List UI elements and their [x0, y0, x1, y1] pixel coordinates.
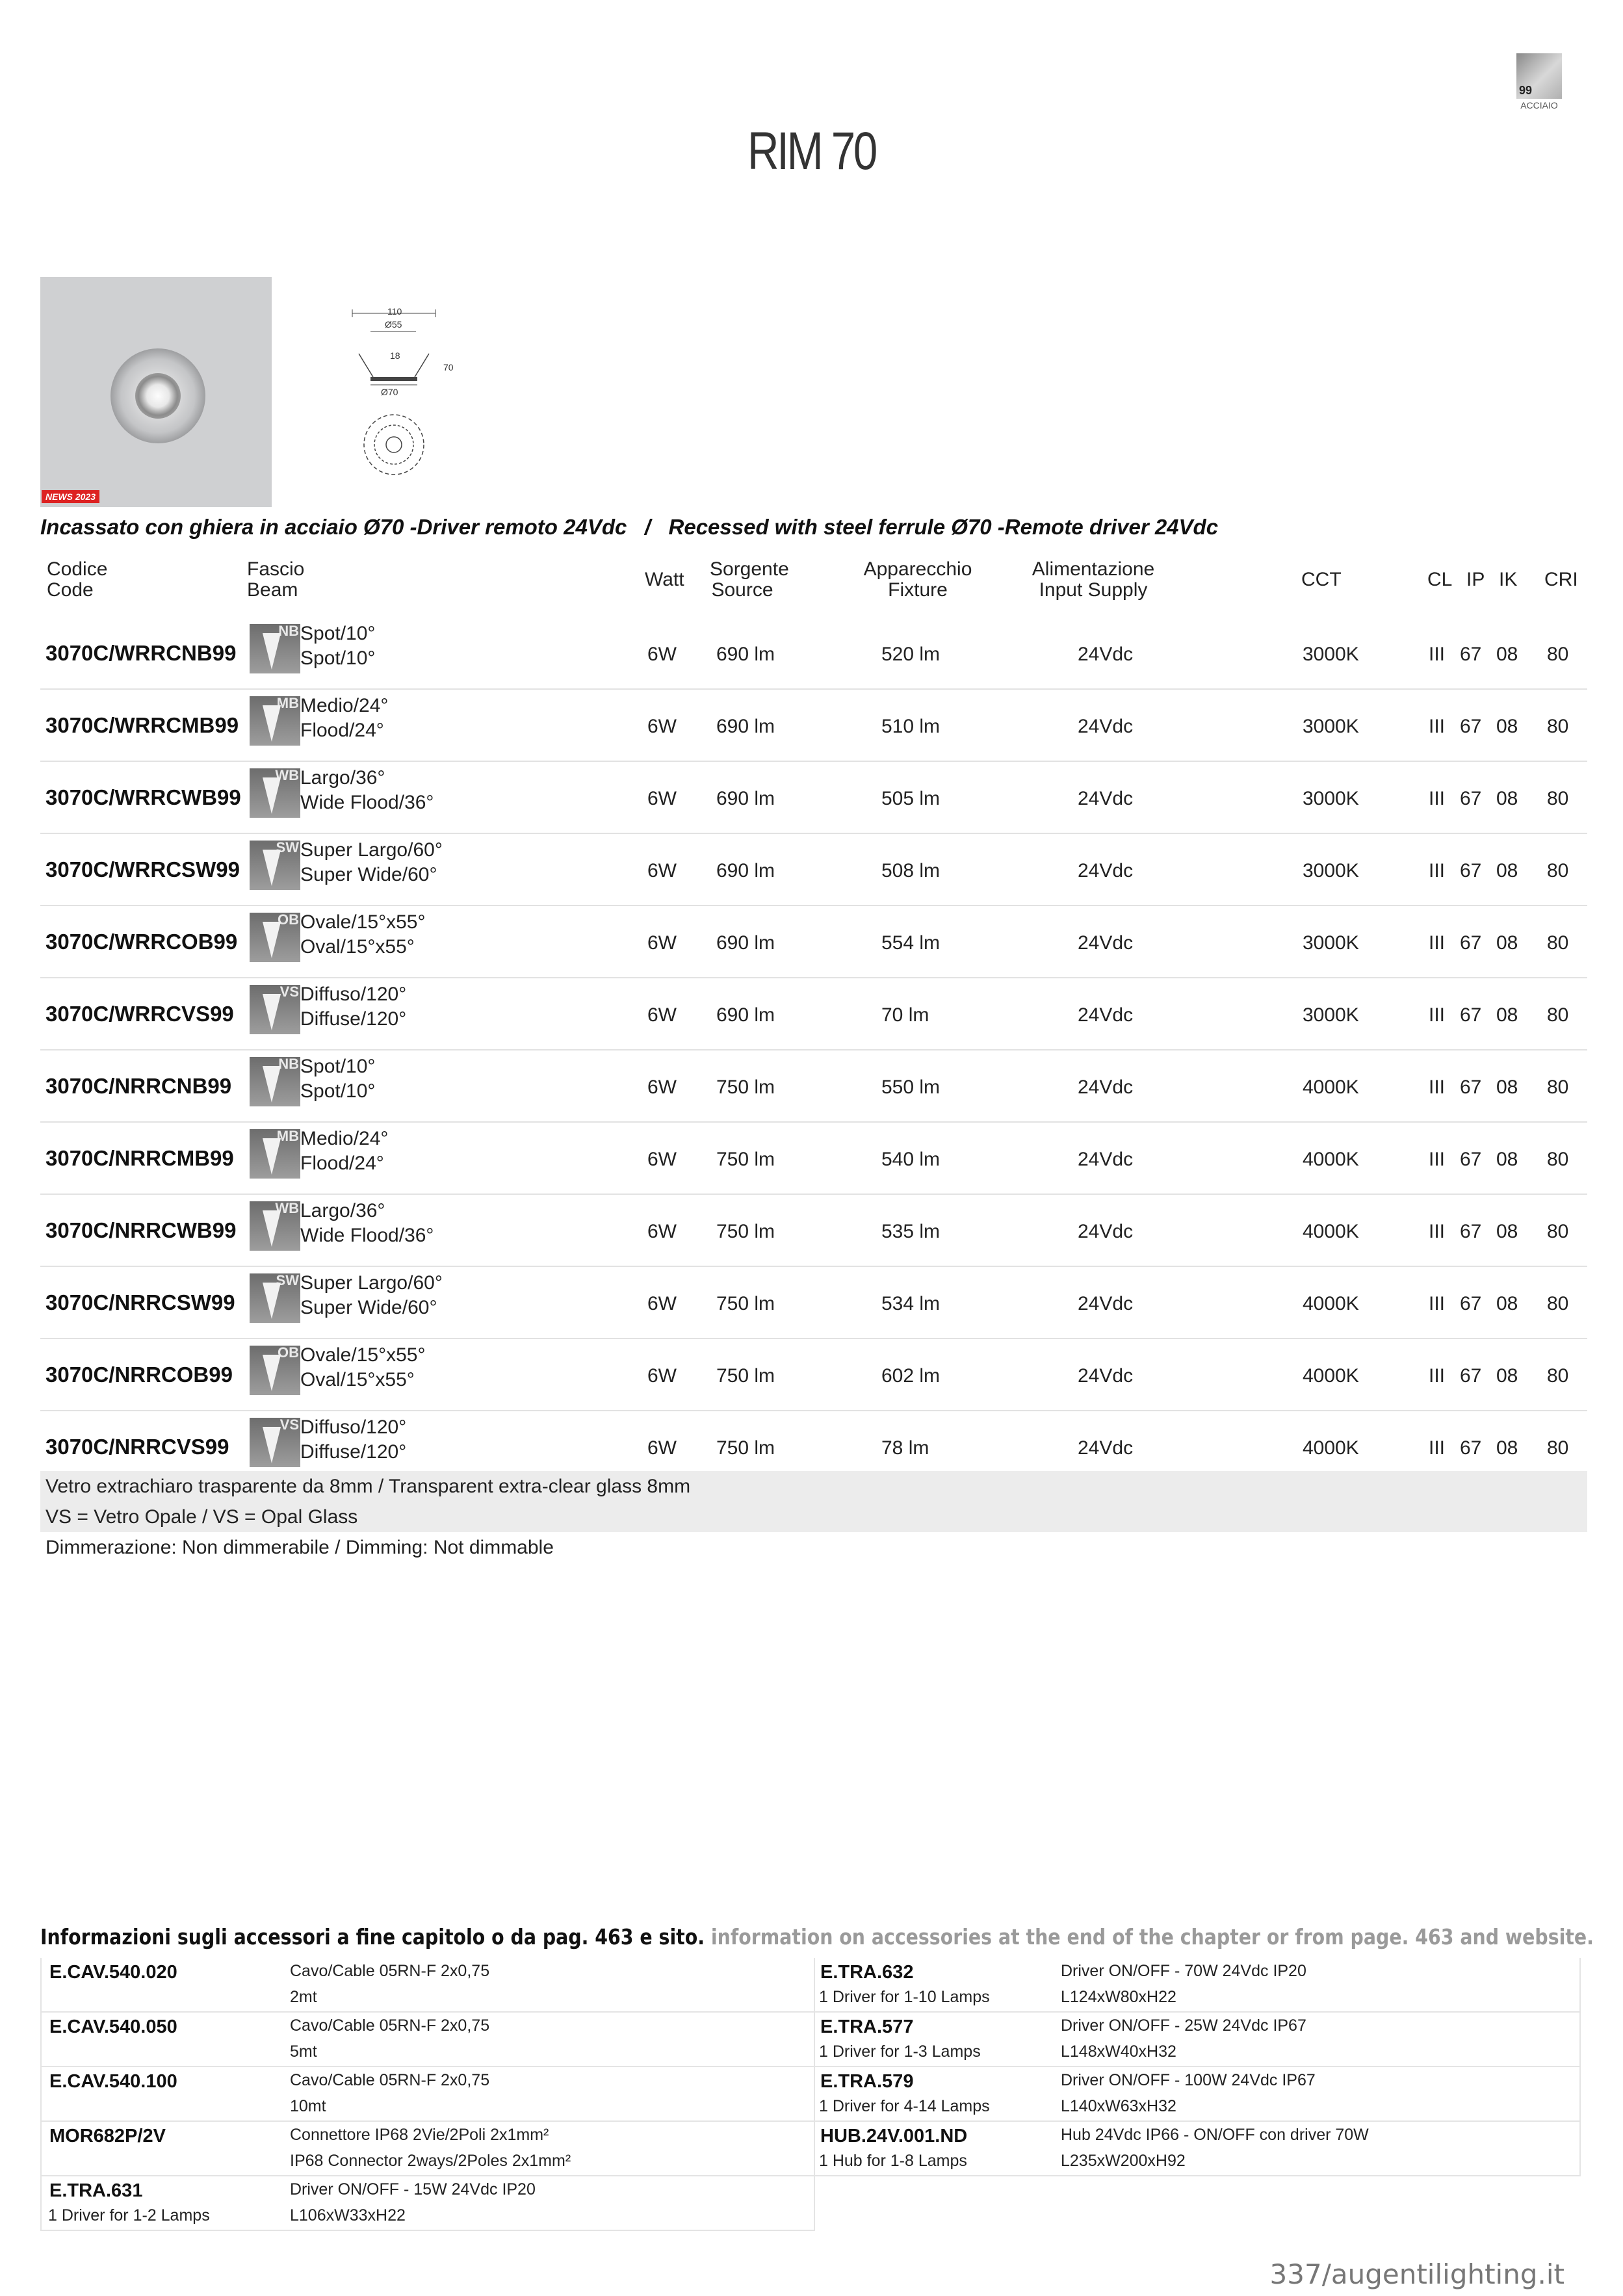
accessory-desc: Driver ON/OFF - 70W 24Vdc IP20: [1061, 1962, 1306, 1980]
note-glass: Vetro extrachiaro trasparente da 8mm / Transparent extra-clear glass 8mm: [40, 1471, 1587, 1502]
beam-en: Wide Flood/36°: [300, 792, 434, 813]
header-cct: CCT: [1301, 569, 1342, 590]
beam-en: Wide Flood/36°: [300, 1225, 434, 1246]
accessory-code: E.TRA.632: [820, 1962, 914, 1983]
beam-cone: [263, 1355, 281, 1391]
class: III: [1429, 1149, 1446, 1170]
page-title: RIM 70: [747, 122, 876, 181]
beam-icon: [250, 841, 300, 890]
beam-tag: VS: [279, 1416, 299, 1433]
watt: 6W: [647, 1293, 677, 1314]
beam-tag: MB: [276, 695, 299, 711]
fixture-lumen: 602 lm: [881, 1365, 941, 1387]
fixture-lumen: 70 lm: [881, 1004, 929, 1026]
table-header: [40, 553, 1587, 618]
header-ip: IP: [1466, 569, 1485, 590]
header-apparecchio: Apparecchio: [863, 558, 972, 580]
cct: 4000K: [1303, 1293, 1359, 1314]
watt: 6W: [647, 1221, 677, 1242]
header-code: Code: [47, 579, 94, 601]
product-photo: [40, 277, 272, 507]
input-supply: 24Vdc: [1078, 1004, 1134, 1026]
fixture-lumen: 535 lm: [881, 1221, 941, 1242]
watt: 6W: [647, 1149, 677, 1170]
cri: 80: [1547, 1004, 1569, 1026]
beam-it: Medio/24°: [300, 695, 389, 716]
product-code: 3070C/WRRCOB99: [45, 930, 238, 954]
cri: 80: [1547, 860, 1569, 881]
header-beam: Beam: [247, 579, 298, 601]
accessory-item: [812, 1958, 1579, 2013]
accessories-title-it: Informazioni sugli accessori a fine capitolo o da pag. 463 e sito.: [40, 1924, 705, 1950]
beam-text: [300, 766, 434, 815]
beam-tag: SW: [276, 839, 299, 855]
table-row: [40, 1339, 1587, 1411]
ik-rating: 08: [1496, 860, 1518, 881]
beam-en: Diffuse/120°: [300, 1008, 407, 1030]
input-supply: 24Vdc: [1078, 1149, 1134, 1170]
fixture-lumen: 78 lm: [881, 1437, 929, 1459]
accessories-title: [40, 1924, 1594, 1950]
accessory-desc: Cavo/Cable 05RN-F 2x0,75: [290, 1962, 490, 1980]
drawing-dim-top: 110: [387, 306, 402, 317]
fixture-lumen: 520 lm: [881, 644, 941, 665]
product-code: 3070C/NRRCWB99: [45, 1218, 237, 1242]
cri: 80: [1547, 1076, 1569, 1098]
beam-it: Diffuso/120°: [300, 1416, 407, 1438]
drawing-dim-height: 70: [443, 362, 454, 372]
ip-rating: 67: [1460, 1221, 1482, 1242]
beam-icon: [250, 1418, 300, 1467]
ip-rating: 67: [1460, 1076, 1482, 1098]
lens: [135, 373, 181, 419]
beam-it: Diffuso/120°: [300, 984, 407, 1005]
header-fascio: Fascio: [247, 558, 305, 580]
class: III: [1429, 1076, 1446, 1098]
ik-rating: 08: [1496, 932, 1518, 954]
beam-tag: OB: [278, 911, 299, 928]
beam-tag: VS: [279, 984, 299, 1000]
input-supply: 24Vdc: [1078, 860, 1134, 881]
page-footer: 337/augentilighting.it: [1269, 2258, 1565, 2290]
accessory-code: E.TRA.577: [820, 2016, 914, 2037]
beam-icon: [250, 768, 300, 818]
accessory-sub: 1 Hub for 1-8 Lamps: [819, 2152, 967, 2170]
beam-icon: [250, 624, 300, 673]
cri: 80: [1547, 1293, 1569, 1314]
table-row: [40, 1123, 1587, 1195]
cct: 4000K: [1303, 1221, 1359, 1242]
table-row: [40, 762, 1587, 834]
fixture-lumen: 534 lm: [881, 1293, 941, 1314]
product-code: 3070C/WRRCNB99: [45, 641, 237, 665]
header-watt: Watt: [645, 569, 684, 590]
table-row: [40, 690, 1587, 762]
class: III: [1429, 932, 1446, 954]
beam-text: [300, 1199, 434, 1248]
cct: 3000K: [1303, 860, 1359, 881]
class: III: [1429, 716, 1446, 737]
ip-rating: 67: [1460, 932, 1482, 954]
cri: 80: [1547, 644, 1569, 665]
accessory-detail: L148xW40xH32: [1061, 2042, 1176, 2061]
watt: 6W: [647, 1437, 677, 1459]
accessory-item: [812, 2122, 1579, 2176]
header-fixture: Fixture: [888, 579, 948, 601]
accessory-code: E.CAV.540.020: [49, 1962, 177, 1983]
beam-en: Super Wide/60°: [300, 864, 437, 885]
cct: 4000K: [1303, 1076, 1359, 1098]
source-lumen: 690 lm: [716, 1004, 775, 1026]
cct: 4000K: [1303, 1365, 1359, 1387]
beam-tag: NB: [278, 623, 299, 639]
product-code: 3070C/NRRCVS99: [45, 1435, 229, 1459]
fixture-lumen: 510 lm: [881, 716, 941, 737]
source-lumen: 750 lm: [716, 1437, 775, 1459]
product-code: 3070C/NRRCMB99: [45, 1146, 234, 1170]
source-lumen: 690 lm: [716, 788, 775, 809]
accessory-code: MOR682P/2V: [49, 2126, 166, 2146]
accessory-sub: 1 Driver for 4-14 Lamps: [819, 2097, 990, 2115]
accessory-item: [42, 2122, 814, 2176]
accessory-desc: Driver ON/OFF - 15W 24Vdc IP20: [290, 2180, 536, 2198]
accessory-desc: Hub 24Vdc IP66 - ON/OFF con driver 70W: [1061, 2126, 1369, 2144]
beam-en: Spot/10°: [300, 1080, 376, 1102]
cri: 80: [1547, 1365, 1569, 1387]
source-lumen: 690 lm: [716, 716, 775, 737]
accessory-item: [812, 2013, 1579, 2067]
source-lumen: 750 lm: [716, 1293, 775, 1314]
ik-rating: 08: [1496, 644, 1518, 665]
input-supply: 24Vdc: [1078, 1365, 1134, 1387]
beam-tag: NB: [278, 1056, 299, 1072]
beam-cone: [263, 777, 281, 814]
cct: 3000K: [1303, 1004, 1359, 1026]
accessory-desc: Connettore IP68 2Vie/2Poli 2x1mm²: [290, 2126, 549, 2144]
fixture-lumen: 540 lm: [881, 1149, 941, 1170]
source-lumen: 750 lm: [716, 1221, 775, 1242]
accessory-code: HUB.24V.001.ND: [820, 2126, 968, 2146]
accessory-desc: Cavo/Cable 05RN-F 2x0,75: [290, 2071, 490, 2089]
beam-en: Diffuse/120°: [300, 1441, 407, 1463]
ip-rating: 67: [1460, 1365, 1482, 1387]
ik-rating: 08: [1496, 1437, 1518, 1459]
header-cri: CRI: [1544, 569, 1578, 590]
beam-cone: [263, 633, 281, 670]
accessories-left: [40, 1958, 815, 2231]
watt: 6W: [647, 1365, 677, 1387]
accessory-detail: L106xW33xH22: [290, 2206, 406, 2224]
input-supply: 24Vdc: [1078, 788, 1134, 809]
beam-cone: [263, 1427, 281, 1463]
ip-rating: 67: [1460, 716, 1482, 737]
class: III: [1429, 1221, 1446, 1242]
beam-text: [300, 621, 375, 671]
ip-rating: 67: [1460, 788, 1482, 809]
cct: 3000K: [1303, 644, 1359, 665]
beam-it: Super Largo/60°: [300, 839, 443, 861]
note-opal: VS = Vetro Opale / VS = Opal Glass: [40, 1502, 1587, 1532]
ik-rating: 08: [1496, 1004, 1518, 1026]
product-subtitle: Incassato con ghiera in acciaio Ø70 -Driver remoto 24Vdc / Recessed with steel ferrule Ø70 -Remote driver 24Vdc: [40, 515, 1219, 539]
beam-cone: [263, 850, 281, 886]
beam-cone: [263, 1138, 281, 1175]
accessory-code: E.CAV.540.100: [49, 2071, 177, 2092]
product-code: 3070C/NRRCOB99: [45, 1363, 233, 1387]
accessory-item: [42, 2067, 814, 2122]
cct: 4000K: [1303, 1437, 1359, 1459]
ik-rating: 08: [1496, 1076, 1518, 1098]
table-row: [40, 1050, 1587, 1123]
source-lumen: 690 lm: [716, 932, 775, 954]
ik-rating: 08: [1496, 1365, 1518, 1387]
class: III: [1429, 1004, 1446, 1026]
header-cl: CL: [1427, 569, 1453, 590]
accessories-title-en: information on accessories at the end of the chapter or from page. 463 and website.: [710, 1924, 1594, 1950]
notes: [40, 1471, 1587, 1563]
cri: 80: [1547, 1437, 1569, 1459]
accessory-item: [42, 2013, 814, 2067]
beam-cone: [263, 922, 281, 958]
watt: 6W: [647, 1076, 677, 1098]
ik-rating: 08: [1496, 1293, 1518, 1314]
product-code: 3070C/NRRCSW99: [45, 1290, 235, 1314]
beam-icon: [250, 985, 300, 1034]
accessory-item: [42, 1958, 814, 2013]
input-supply: 24Vdc: [1078, 644, 1134, 665]
ik-rating: 08: [1496, 1221, 1518, 1242]
beam-tag: OB: [278, 1344, 299, 1361]
product-code: 3070C/WRRCMB99: [45, 713, 239, 737]
beam-text: [300, 694, 388, 743]
ip-rating: 67: [1460, 1004, 1482, 1026]
technical-drawing: [338, 306, 468, 488]
accessory-detail: L124xW80xH22: [1061, 1988, 1176, 2006]
beam-icon: [250, 1129, 300, 1179]
source-lumen: 690 lm: [716, 860, 775, 881]
beam-text: [300, 1054, 375, 1104]
beam-icon: [250, 696, 300, 746]
accessory-sub: 1 Driver for 1-3 Lamps: [819, 2042, 981, 2061]
product-code: 3070C/WRRCVS99: [45, 1002, 234, 1026]
badge-label: ACCIAIO: [1520, 100, 1558, 111]
finish-badge: [1516, 53, 1562, 99]
cri: 80: [1547, 1149, 1569, 1170]
news-badge: NEWS 2023: [42, 490, 99, 503]
header-alimentazione: Alimentazione: [1032, 558, 1155, 580]
accessory-code: E.CAV.540.050: [49, 2016, 177, 2037]
cct: 3000K: [1303, 788, 1359, 809]
beam-en: Flood/24°: [300, 1153, 384, 1174]
beam-en: Super Wide/60°: [300, 1297, 437, 1318]
cri: 80: [1547, 932, 1569, 954]
beam-tag: WB: [275, 1200, 299, 1216]
beam-it: Medio/24°: [300, 1128, 389, 1149]
watt: 6W: [647, 860, 677, 881]
product-table: [40, 553, 1587, 1483]
beam-icon: [250, 913, 300, 962]
beam-icon: [250, 1273, 300, 1323]
beam-icon: [250, 1057, 300, 1106]
ip-rating: 67: [1460, 644, 1482, 665]
cct: 4000K: [1303, 1149, 1359, 1170]
ip-rating: 67: [1460, 860, 1482, 881]
ip-rating: 67: [1460, 1149, 1482, 1170]
watt: 6W: [647, 644, 677, 665]
accessory-detail: L235xW200xH92: [1061, 2152, 1186, 2170]
cri: 80: [1547, 1221, 1569, 1242]
header-input: Input Supply: [1039, 579, 1148, 601]
watt: 6W: [647, 788, 677, 809]
input-supply: 24Vdc: [1078, 716, 1134, 737]
cct: 3000K: [1303, 716, 1359, 737]
accessory-code: E.TRA.579: [820, 2071, 914, 2092]
beam-tag: SW: [276, 1272, 299, 1288]
input-supply: 24Vdc: [1078, 1293, 1134, 1314]
table-row: [40, 978, 1587, 1050]
beam-en: Oval/15°x55°: [300, 1369, 415, 1390]
beam-text: [300, 1415, 406, 1465]
beam-it: Super Largo/60°: [300, 1272, 443, 1294]
table-row: [40, 834, 1587, 906]
accessories-right: [812, 1958, 1581, 2176]
fixture-lumen: 554 lm: [881, 932, 941, 954]
accessory-detail: IP68 Connector 2ways/2Poles 2x1mm²: [290, 2152, 571, 2170]
beam-it: Spot/10°: [300, 1056, 376, 1077]
product-code: 3070C/WRRCSW99: [45, 857, 240, 881]
header-source: Source: [711, 579, 773, 601]
fixture-lumen: 508 lm: [881, 860, 941, 881]
badge-number: 99: [1519, 84, 1533, 97]
product-code: 3070C/WRRCWB99: [45, 785, 241, 809]
class: III: [1429, 1293, 1446, 1314]
header-sorgente: Sorgente: [710, 558, 789, 580]
watt: 6W: [647, 1004, 677, 1026]
cri: 80: [1547, 716, 1569, 737]
source-lumen: 690 lm: [716, 644, 775, 665]
beam-cone: [263, 1066, 281, 1102]
drawing-dim-bottom: Ø70: [381, 387, 398, 397]
source-lumen: 750 lm: [716, 1365, 775, 1387]
beam-it: Largo/36°: [300, 767, 385, 789]
accessory-detail: 2mt: [290, 1988, 317, 2006]
beam-icon: [250, 1201, 300, 1251]
accessory-desc: Cavo/Cable 05RN-F 2x0,75: [290, 2016, 490, 2035]
input-supply: 24Vdc: [1078, 1076, 1134, 1098]
table-row: [40, 1267, 1587, 1339]
beam-text: [300, 838, 443, 887]
beam-it: Ovale/15°x55°: [300, 911, 426, 933]
beam-en: Flood/24°: [300, 720, 384, 741]
beam-it: Largo/36°: [300, 1200, 385, 1221]
table-body: [40, 618, 1587, 1483]
ik-rating: 08: [1496, 1149, 1518, 1170]
beam-text: [300, 982, 406, 1032]
beam-it: Spot/10°: [300, 623, 376, 644]
accessory-item: [42, 2176, 814, 2231]
header-ik: IK: [1499, 569, 1518, 590]
input-supply: 24Vdc: [1078, 932, 1134, 954]
beam-tag: MB: [276, 1128, 299, 1144]
source-lumen: 750 lm: [716, 1149, 775, 1170]
accessory-code: E.TRA.631: [49, 2180, 143, 2201]
table-row: [40, 1195, 1587, 1267]
beam-tag: WB: [275, 767, 299, 783]
beam-text: [300, 1271, 443, 1320]
accessory-item: [812, 2067, 1579, 2122]
ik-rating: 08: [1496, 788, 1518, 809]
beam-text: [300, 1127, 388, 1176]
ip-rating: 67: [1460, 1437, 1482, 1459]
beam-en: Spot/10°: [300, 647, 376, 669]
class: III: [1429, 1437, 1446, 1459]
class: III: [1429, 1365, 1446, 1387]
cri: 80: [1547, 788, 1569, 809]
source-lumen: 750 lm: [716, 1076, 775, 1098]
beam-cone: [263, 994, 281, 1030]
header-codice: Codice: [47, 558, 108, 580]
input-supply: 24Vdc: [1078, 1437, 1134, 1459]
class: III: [1429, 788, 1446, 809]
accessory-sub: 1 Driver for 1-10 Lamps: [819, 1988, 990, 2006]
accessory-detail: 5mt: [290, 2042, 317, 2061]
cct: 3000K: [1303, 932, 1359, 954]
accessory-detail: 10mt: [290, 2097, 326, 2115]
class: III: [1429, 860, 1446, 881]
fixture-lumen: 550 lm: [881, 1076, 941, 1098]
drawing-dim-small: 18: [390, 350, 400, 361]
class: III: [1429, 644, 1446, 665]
beam-it: Ovale/15°x55°: [300, 1344, 426, 1366]
beam-icon: [250, 1346, 300, 1395]
beam-text: [300, 1343, 425, 1392]
watt: 6W: [647, 932, 677, 954]
beam-en: Oval/15°x55°: [300, 936, 415, 958]
accessory-sub: 1 Driver for 1-2 Lamps: [48, 2206, 210, 2224]
beam-cone: [263, 1210, 281, 1247]
note-dimming: Dimmerazione: Non dimmerabile / Dimming: Not dimmable: [45, 1537, 554, 1558]
drawing-dim-inner: Ø55: [385, 319, 402, 330]
table-row: [40, 618, 1587, 690]
beam-cone: [263, 1283, 281, 1319]
accessory-desc: Driver ON/OFF - 100W 24Vdc IP67: [1061, 2071, 1316, 2089]
ik-rating: 08: [1496, 716, 1518, 737]
fixture-lumen: 505 lm: [881, 788, 941, 809]
input-supply: 24Vdc: [1078, 1221, 1134, 1242]
beam-text: [300, 910, 425, 959]
watt: 6W: [647, 716, 677, 737]
product-code: 3070C/NRRCNB99: [45, 1074, 232, 1098]
accessory-detail: L140xW63xH32: [1061, 2097, 1176, 2115]
ip-rating: 67: [1460, 1293, 1482, 1314]
beam-cone: [263, 705, 281, 742]
table-row: [40, 906, 1587, 978]
accessory-desc: Driver ON/OFF - 25W 24Vdc IP67: [1061, 2016, 1306, 2035]
